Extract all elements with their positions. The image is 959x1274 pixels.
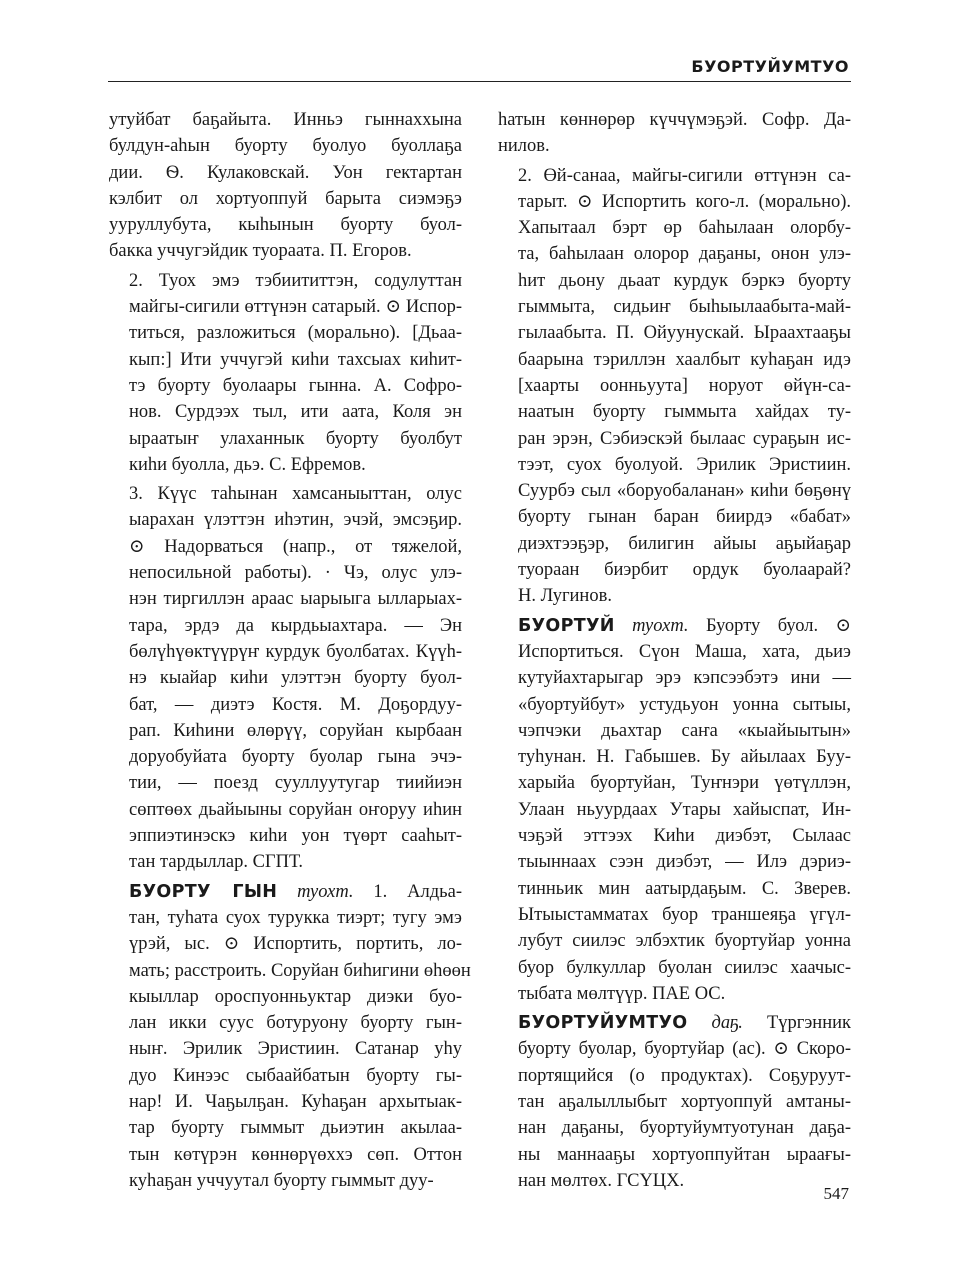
text-line: бөлүһүөктүүрүҥ курдук буолбатах. Күүһ- <box>129 641 462 662</box>
text-line: нэн тиргиллэн араас ыарыыга ылларыах- <box>129 589 462 610</box>
entry-headword: БУОРТУЙУМТУО <box>518 1013 688 1034</box>
text-line: туһунан. Н. Габышев. Бу айылаах Буу- <box>518 747 851 768</box>
text-line: лубут сиилэс элбэхтик буортуйар уонна <box>518 931 851 952</box>
entry-paragraph <box>109 481 462 875</box>
text-line: чэпчэки дьахтар саҥа «кыайыытын» <box>518 720 851 741</box>
text-line: «буортуйбут» устудьуон уонна сытыы, <box>518 694 851 715</box>
text-line: нэ кыайар киһи улэттэн буорту буол- <box>129 668 462 689</box>
text-line: ран эрэн, Сэбиэскэй былаас сураҕын ис- <box>518 428 851 449</box>
entry-headword: БУОРТУЙ <box>518 615 615 636</box>
text-line: Н. Лугинов. <box>518 586 612 607</box>
text-line: Суурбэ сыл «боруобаланан» киһи бөҕөнү <box>518 481 851 502</box>
part-of-speech: туохт. <box>632 615 689 636</box>
text-line: кутуйахтарыгар эрэ кэпсээбэтэ ини — <box>518 668 851 689</box>
page-number: 547 <box>823 1184 849 1203</box>
text-line: 2. Туох эмэ тэбиититтэн, содулуттан <box>129 270 462 291</box>
text-line: ууруллубута, кыһынын буорту буол- <box>109 215 462 236</box>
left-column <box>109 107 471 1194</box>
text-line: майгы-сигили өттүнэн сатарый. ⊙ Испор- <box>129 297 462 318</box>
text-line: ыарахан үлэттэн иһэтин, эчэй, эмсэҕир. <box>129 510 462 531</box>
entry-paragraph <box>109 107 462 265</box>
text-line: диэхтээҕэр, билигин айыы аҕыйаҕар <box>518 533 851 554</box>
text-line: доруобуйата буорту буолар гына эчэ- <box>129 747 462 768</box>
text-line: [хаарты оонньуута] норуот өйүн-са- <box>518 375 851 396</box>
text-line: тыбата мөлтүүр. ПАЕ ОС. <box>518 983 726 1004</box>
entry-paragraph <box>498 107 851 160</box>
text-line: наатын буорту гыммыта хайдах ту- <box>518 402 851 423</box>
text-line: баарына тэриллэн хаалбыт куһаҕан идэ <box>518 349 851 370</box>
text-line: нан мөлтөх. ГСҮЦХ. <box>518 1170 685 1191</box>
dictionary-entry <box>498 613 851 1007</box>
text-line: титься, разложиться (морально). [Дьаа- <box>129 323 462 344</box>
text-line: тан тардыллар. СГПТ. <box>129 852 304 873</box>
text-line: үрэй, ыс. ⊙ Испортить, портить, ло- <box>129 934 462 955</box>
text-line: рап. Киһини өлөрүү, соруйан кырбаан <box>129 720 462 741</box>
text-line: кыыллар ороспуонньуктар диэки буо- <box>129 986 462 1007</box>
text-line: булдун-аһын буорту буолуо буоллаҕа <box>109 136 462 157</box>
text-line: тарыт. ⊙ Испортить кого-л. (морально). <box>518 191 851 212</box>
text-line: гылаабыта. П. Ойуунускай. Ыраахтааҕы <box>518 323 851 344</box>
text-line: тинньик мин аатырдаҕым. С. Зверев. <box>518 878 851 899</box>
text-line: та, баһылаан олорор даҕаны, онон улэ- <box>518 244 851 265</box>
text-line: кып:] Ити уччугэй киһи тахсыах киһит- <box>129 349 462 370</box>
text-line: һит дьону дьаат курдук бэркэ буорту <box>518 270 851 291</box>
text-line: нар! И. Чаҕылҕан. Куһаҕан архытыак- <box>129 1091 462 1112</box>
text-line: нилов. <box>498 136 550 157</box>
text-line: буор булкуллар буолан сиилэс хаачыс- <box>518 957 851 978</box>
text-line: куһаҕан уччуутал буорту гыммыт дуу- <box>129 1170 434 1191</box>
entry-paragraph <box>109 268 462 478</box>
running-head: БУОРТУЙУМТУО <box>691 57 849 76</box>
text-line: ныҥ. Эрилик Эристиин. Сатанар уһу <box>129 1039 462 1060</box>
text-line: гыммыта, сидьиҥ быһыылаабыта-май- <box>518 297 851 318</box>
text-line: ны маннааҕы хортуоппуйтан ыраағы- <box>518 1144 851 1165</box>
entry-text: 1. Алдьа- <box>373 881 462 902</box>
text-line: Хапытаал бэрт өр баһылаан олорбу- <box>518 218 851 239</box>
text-line: эппиэтинэскэ киһи уон түөрт сааһыт- <box>129 826 462 847</box>
text-line: Испортиться. Сүон Маша, хата, дьиэ <box>518 641 851 662</box>
text-line: тэ буорту буолаары гынна. А. Софро- <box>129 375 462 396</box>
text-line: сөптөөх дьайыыны соруйан оҥоруу иһин <box>129 799 462 820</box>
entry-text: Түргэнник <box>766 1013 851 1034</box>
text-line: мать; расстроить. Соруйан биһигини өһөөн <box>129 960 471 981</box>
text-line: буорту гынан баран биирдэ «бабат» <box>518 507 851 528</box>
text-line: тии, — поезд сууллуутугар тиийиэн <box>129 773 462 794</box>
text-line: лан икки суус ботуруону буорту гын- <box>129 1013 462 1034</box>
text-line: непосильной работы). · Чэ, олус улэ- <box>129 563 462 584</box>
header-rule <box>108 81 851 82</box>
dictionary-entry <box>498 1010 851 1194</box>
text-line: чэҕэй эттээх Киһи диэбэт, Сылаас <box>518 826 851 847</box>
entry-text: Буорту буол. ⊙ <box>705 615 851 636</box>
text-line: Улаан ньуурдаах Утары хайыспат, Ин- <box>518 799 851 820</box>
text-line: туораан биэрбит ордук буолаарай? <box>518 560 851 581</box>
text-line: 2. Өй-санаа, майгы-сигили өттүнэн са- <box>518 165 851 186</box>
entry-paragraph <box>498 163 851 610</box>
text-line: 3. Күүс таһынан хамсаныыттан, олус <box>129 484 462 505</box>
text-line: нан даҕаны, буортуйумтуотунан даҕа- <box>518 1118 851 1139</box>
text-line: тан аҕалыллыбыт хортуоппуй амтаны- <box>518 1091 851 1112</box>
text-line: бат, — диэтэ Костя. М. Доҕордуу- <box>129 694 462 715</box>
text-line: кэлбит ол хортуоппуй барыта сиэмэҕэ <box>109 188 462 209</box>
text-line: портящийся (о продуктах). Соҕуруут- <box>518 1065 851 1086</box>
text-line: тар буорту гыммыт дьиэтин акылаа- <box>129 1118 462 1139</box>
text-line: киһи буолла, дьэ. С. Ефремов. <box>129 454 366 475</box>
text-line: тээт, суох буолуой. Эрилик Эристиин. <box>518 454 851 475</box>
part-of-speech: туохт. <box>297 881 354 902</box>
text-line: тара, эрдэ да кырдьыахтара. — Эн <box>129 615 462 636</box>
text-line: тан, туһата суох турукка тиэрт; тугу эмэ <box>129 907 462 928</box>
part-of-speech: даҕ. <box>711 1013 743 1034</box>
entry-headword: БУОРТУ ГЫН <box>129 881 278 902</box>
text-line: тыыннаах сээн диэбэт, — Илэ дэриэ- <box>518 852 851 873</box>
text-line: һатын көннөрөр күччүмэҕэй. Софр. Да- <box>498 110 851 130</box>
text-line: харыйа буортуйан, Туҥнэри үөтүллэн, <box>518 773 851 794</box>
text-line: буорту буолар, буортуйар (ас). ⊙ Скоро- <box>518 1039 851 1060</box>
right-column <box>498 107 851 1194</box>
text-line: нов. Сурдээх тыл, ити аата, Коля эн <box>129 402 462 423</box>
text-line: тын көтүрэн көннөрүөххэ сөп. Оттон <box>129 1144 462 1165</box>
text-line: Ытыыстамматах буор траншеяҕа үгүл- <box>518 904 851 925</box>
text-line: ⊙ Надорваться (напр., от тяжелой, <box>129 536 462 557</box>
text-line: дии. Ѳ. Кулаковскай. Уон гектартан <box>109 162 462 183</box>
text-line: утуйбат баҕайыта. Инньэ гыннаххына <box>109 110 462 130</box>
text-line: дуо Кинээс сыбаайбатын буорту гы- <box>129 1065 462 1086</box>
text-line: бакка уччугэйдик туораата. П. Егоров. <box>109 241 412 262</box>
dictionary-entry <box>109 879 471 1195</box>
text-line: ыраатыҥ улаханнык буорту буолбут <box>129 428 462 449</box>
